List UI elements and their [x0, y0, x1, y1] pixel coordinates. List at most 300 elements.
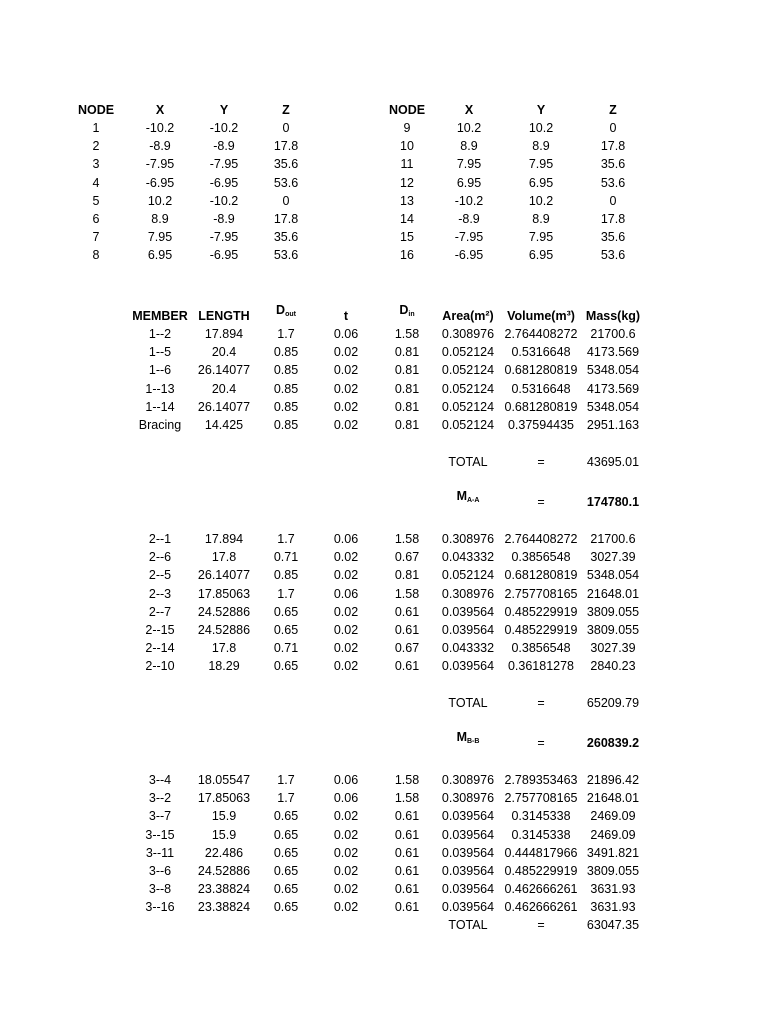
- equals-sign: =: [537, 736, 545, 750]
- member-cell: 3631.93: [590, 882, 636, 897]
- nodes-table-row: [0, 246, 768, 264]
- member-cell: 3--6: [148, 864, 172, 878]
- member-cell: 17.85063: [197, 791, 251, 806]
- member-cell: 0.85: [273, 568, 299, 583]
- member-row: [0, 807, 768, 825]
- member-row: [0, 621, 768, 639]
- member-cell: 18.05547: [197, 773, 251, 787]
- member-cell: 1--6: [148, 363, 172, 378]
- node-cell: 17.8: [273, 139, 299, 154]
- member-cell: 0.02: [333, 418, 359, 432]
- member-row: [0, 548, 768, 566]
- member-cell: 0.039564: [441, 900, 495, 915]
- node-cell: -8.9: [458, 212, 480, 226]
- member-row: [0, 789, 768, 807]
- member-cell: Bracing: [138, 418, 182, 432]
- header-dout-main: D: [276, 303, 286, 317]
- node-cell: 35.6: [600, 230, 626, 245]
- member-cell: 0.85: [273, 345, 299, 360]
- nodes-table-row: [0, 174, 768, 192]
- node-cell: 8.9: [460, 139, 478, 154]
- member-cell: 0.039564: [441, 827, 495, 842]
- node-cell: 53.6: [273, 248, 299, 263]
- member-cell: 0.65: [273, 864, 299, 878]
- member-row: [0, 325, 768, 343]
- member-cell: 1.58: [394, 791, 420, 806]
- total-label: TOTAL: [448, 455, 488, 469]
- nodes-table-row: [0, 155, 768, 173]
- header-t: t: [343, 309, 349, 323]
- node-cell: 8.9: [151, 212, 169, 226]
- member-cell: 3027.39: [590, 550, 636, 565]
- header-y-2: Y: [536, 103, 546, 117]
- member-cell: 0.61: [394, 900, 420, 915]
- member-cell: 0.308976: [441, 791, 495, 806]
- member-cell: 24.52886: [197, 623, 251, 637]
- member-cell: 0.039564: [441, 845, 495, 860]
- node-cell: 53.6: [600, 175, 626, 190]
- nodes-table-row: [0, 210, 768, 228]
- member-cell: 0.85: [273, 399, 299, 414]
- member-cell: 0.67: [394, 550, 420, 565]
- member-row: [0, 862, 768, 880]
- node-cell: -6.95: [145, 175, 175, 190]
- member-cell: 0.02: [333, 845, 359, 860]
- member-cell: 2--1: [148, 532, 172, 546]
- member-cell: 0.02: [333, 809, 359, 824]
- moment-row: [0, 730, 768, 752]
- node-cell: 53.6: [600, 248, 626, 263]
- member-cell: 2951.163: [586, 418, 640, 432]
- member-cell: 26.14077: [197, 568, 251, 583]
- node-cell: -10.2: [454, 193, 484, 208]
- member-cell: 0.052124: [441, 363, 495, 378]
- member-cell: 1.58: [394, 773, 420, 787]
- nodes-table-row: [0, 137, 768, 155]
- member-cell: 3809.055: [586, 623, 640, 637]
- member-cell: 17.85063: [197, 586, 251, 601]
- member-cell: 1.7: [277, 586, 295, 601]
- moment-value: 174780.1: [586, 495, 640, 509]
- member-cell: 2--7: [148, 604, 172, 619]
- moment-subscript: A-A: [466, 497, 480, 504]
- total-value: 63047.35: [586, 918, 640, 932]
- total-value: 43695.01: [586, 455, 640, 469]
- member-cell: 23.38824: [197, 900, 251, 915]
- member-cell: 21700.6: [590, 327, 636, 341]
- header-node-2: NODE: [388, 103, 426, 117]
- member-cell: 0.65: [273, 882, 299, 897]
- node-cell: 2: [92, 139, 100, 154]
- member-row: [0, 657, 768, 675]
- node-cell: -10.2: [209, 193, 239, 208]
- node-cell: 10: [400, 139, 414, 154]
- member-cell: 0.61: [394, 623, 420, 637]
- member-cell: 3--8: [148, 882, 172, 897]
- member-cell: 0.02: [333, 604, 359, 619]
- moment-value: 260839.2: [586, 736, 640, 750]
- member-cell: 15.9: [211, 809, 237, 824]
- node-cell: 4: [92, 175, 100, 190]
- member-cell: 5348.054: [586, 568, 640, 583]
- member-cell: 0.308976: [441, 327, 495, 341]
- member-cell: 0.3856548: [511, 641, 571, 656]
- member-cell: 0.485229919: [504, 604, 578, 619]
- node-cell: 6: [92, 212, 100, 226]
- member-cell: 0.61: [394, 882, 420, 897]
- member-cell: 0.02: [333, 864, 359, 878]
- header-din-main: D: [399, 303, 409, 317]
- member-cell: 18.29: [208, 659, 240, 674]
- member-row: [0, 398, 768, 416]
- member-cell: 21648.01: [586, 586, 640, 601]
- total-row: [0, 453, 768, 471]
- header-x-2: X: [464, 103, 474, 117]
- node-cell: 17.8: [600, 139, 626, 154]
- member-row: [0, 771, 768, 789]
- member-cell: 0.052124: [441, 345, 495, 360]
- node-cell: -8.9: [149, 139, 171, 154]
- node-cell: 6.95: [528, 175, 554, 190]
- member-cell: 17.894: [204, 532, 244, 546]
- member-cell: 26.14077: [197, 363, 251, 378]
- member-cell: 1--2: [148, 327, 172, 341]
- member-cell: 0.308976: [441, 532, 495, 546]
- members-header-row: [0, 303, 768, 325]
- member-row: [0, 603, 768, 621]
- member-cell: 24.52886: [197, 604, 251, 619]
- node-cell: 35.6: [600, 157, 626, 172]
- total-value: 65209.79: [586, 696, 640, 710]
- node-cell: 8.9: [532, 139, 550, 154]
- member-cell: 0.039564: [441, 623, 495, 637]
- member-cell: 1--5: [148, 345, 172, 360]
- node-cell: 10.2: [456, 121, 482, 135]
- equals-sign: =: [537, 918, 545, 932]
- member-row: [0, 361, 768, 379]
- header-area: Area(m²): [442, 309, 494, 323]
- node-cell: 17.8: [600, 212, 626, 226]
- node-cell: -7.95: [209, 157, 239, 172]
- header-din-subscript: in: [408, 311, 415, 318]
- node-cell: -6.95: [209, 175, 239, 190]
- member-cell: 0.37594435: [507, 418, 575, 432]
- node-cell: 7.95: [456, 157, 482, 172]
- member-cell: 1.7: [277, 791, 295, 806]
- moment-label: [428, 728, 508, 746]
- member-cell: 17.8: [211, 550, 237, 565]
- member-row: [0, 380, 768, 398]
- node-cell: 7.95: [528, 157, 554, 172]
- moment-subscript: B-B: [466, 738, 480, 745]
- node-cell: 53.6: [273, 175, 299, 190]
- member-cell: 0.485229919: [504, 623, 578, 637]
- total-label: TOTAL: [448, 696, 488, 710]
- member-cell: 21896.42: [586, 773, 640, 787]
- equals-sign: =: [537, 455, 545, 469]
- header-x: X: [155, 103, 165, 117]
- member-cell: 0.043332: [441, 641, 495, 656]
- member-cell: 2--15: [145, 623, 175, 637]
- member-cell: 1.58: [394, 327, 420, 341]
- member-cell: 3809.055: [586, 864, 640, 878]
- node-cell: 6.95: [456, 175, 482, 190]
- member-cell: 3--15: [145, 827, 175, 842]
- member-cell: 0.61: [394, 809, 420, 824]
- header-member: MEMBER: [132, 309, 188, 323]
- node-cell: 6.95: [528, 248, 554, 263]
- member-cell: 0.61: [394, 827, 420, 842]
- node-cell: 6.95: [147, 248, 173, 263]
- header-dout-subscript: out: [285, 311, 296, 318]
- member-cell: 2--6: [148, 550, 172, 565]
- member-cell: 0.681280819: [504, 568, 578, 583]
- moment-symbol: M: [456, 489, 467, 503]
- equals-sign: =: [537, 696, 545, 710]
- node-cell: 8.9: [532, 212, 550, 226]
- member-row: [0, 898, 768, 916]
- member-cell: 0.65: [273, 623, 299, 637]
- member-cell: 0.02: [333, 550, 359, 565]
- member-cell: 17.8: [211, 641, 237, 656]
- member-cell: 24.52886: [197, 864, 251, 878]
- node-cell: 9: [403, 121, 411, 135]
- member-cell: 1.58: [394, 586, 420, 601]
- member-cell: 21648.01: [586, 791, 640, 806]
- node-cell: 1: [92, 121, 100, 135]
- node-cell: 35.6: [273, 157, 299, 172]
- equals-sign: =: [537, 495, 545, 509]
- node-cell: -7.95: [145, 157, 175, 172]
- member-cell: 21700.6: [590, 532, 636, 546]
- node-cell: 15: [400, 230, 414, 245]
- member-cell: 1.7: [277, 327, 295, 341]
- member-cell: 2.757708165: [504, 586, 578, 601]
- member-cell: 1--13: [145, 381, 175, 396]
- member-cell: 0.81: [394, 568, 420, 583]
- member-cell: 14.425: [204, 418, 244, 432]
- member-cell: 0.02: [333, 623, 359, 637]
- member-row: [0, 639, 768, 657]
- member-cell: 3--7: [148, 809, 172, 824]
- member-cell: 2.757708165: [504, 791, 578, 806]
- member-cell: 0.65: [273, 604, 299, 619]
- member-cell: 5348.054: [586, 363, 640, 378]
- member-cell: 0.02: [333, 882, 359, 897]
- member-cell: 23.38824: [197, 882, 251, 897]
- member-cell: 4173.569: [586, 345, 640, 360]
- node-cell: 35.6: [273, 230, 299, 245]
- member-cell: 0.052124: [441, 418, 495, 432]
- member-cell: 0.65: [273, 809, 299, 824]
- member-row: [0, 530, 768, 548]
- member-cell: 0.61: [394, 659, 420, 674]
- node-cell: 7.95: [528, 230, 554, 245]
- node-cell: 5: [92, 193, 100, 208]
- member-cell: 0.052124: [441, 399, 495, 414]
- header-mass: Mass(kg): [585, 309, 641, 323]
- member-cell: 0.61: [394, 864, 420, 878]
- node-cell: 11: [400, 157, 414, 172]
- member-cell: 0.5316648: [511, 345, 571, 360]
- member-cell: 2469.09: [590, 809, 636, 824]
- member-row: [0, 844, 768, 862]
- node-cell: 12: [400, 175, 414, 190]
- member-cell: 20.4: [211, 381, 237, 396]
- header-y: Y: [219, 103, 229, 117]
- member-cell: 0.61: [394, 845, 420, 860]
- member-cell: 0.462666261: [504, 900, 578, 915]
- member-cell: 0.71: [273, 550, 299, 565]
- member-cell: 2.789353463: [504, 773, 578, 787]
- total-label: TOTAL: [448, 918, 488, 932]
- member-cell: 0.06: [333, 586, 359, 601]
- member-row: [0, 416, 768, 434]
- member-cell: 0.85: [273, 418, 299, 432]
- member-cell: 0.02: [333, 363, 359, 378]
- node-cell: 0: [282, 121, 290, 135]
- member-cell: 3027.39: [590, 641, 636, 656]
- node-cell: 0: [609, 193, 617, 208]
- header-z-2: Z: [609, 103, 617, 117]
- member-cell: 0.36181278: [507, 659, 575, 674]
- member-cell: 15.9: [211, 827, 237, 842]
- member-cell: 5348.054: [586, 399, 640, 414]
- member-cell: 3--2: [148, 791, 172, 806]
- member-cell: 3809.055: [586, 604, 640, 619]
- member-cell: 3631.93: [590, 900, 636, 915]
- node-cell: -10.2: [145, 121, 175, 135]
- member-cell: 0.485229919: [504, 864, 578, 878]
- member-cell: 0.81: [394, 345, 420, 360]
- member-cell: 0.02: [333, 641, 359, 656]
- member-cell: 0.02: [333, 659, 359, 674]
- node-cell: -10.2: [209, 121, 239, 135]
- member-cell: 0.681280819: [504, 363, 578, 378]
- member-cell: 3--11: [145, 845, 175, 860]
- node-cell: -6.95: [209, 248, 239, 263]
- member-cell: 2840.23: [590, 659, 636, 674]
- member-cell: 0.85: [273, 381, 299, 396]
- member-cell: 0.06: [333, 327, 359, 341]
- header-volume: Volume(m³): [507, 309, 575, 323]
- member-cell: 1.7: [277, 773, 295, 787]
- member-cell: 20.4: [211, 345, 237, 360]
- member-cell: 0.043332: [441, 550, 495, 565]
- member-cell: 17.894: [204, 327, 244, 341]
- member-cell: 0.65: [273, 900, 299, 915]
- member-cell: 22.486: [204, 845, 244, 860]
- member-cell: 0.308976: [441, 773, 495, 787]
- member-cell: 0.81: [394, 363, 420, 378]
- member-row: [0, 343, 768, 361]
- node-cell: 7.95: [147, 230, 173, 245]
- member-cell: 0.3145338: [511, 827, 571, 842]
- node-cell: 17.8: [273, 212, 299, 226]
- member-cell: 0.02: [333, 827, 359, 842]
- member-cell: 0.039564: [441, 882, 495, 897]
- member-cell: 0.81: [394, 399, 420, 414]
- nodes-table-row: [0, 119, 768, 137]
- member-cell: 0.81: [394, 381, 420, 396]
- nodes-table-row: [0, 192, 768, 210]
- member-cell: 0.65: [273, 659, 299, 674]
- header-length: LENGTH: [198, 309, 250, 323]
- member-cell: 0.039564: [441, 659, 495, 674]
- node-cell: -7.95: [209, 230, 239, 245]
- node-cell: 0: [282, 193, 290, 208]
- member-cell: 3--4: [148, 773, 172, 787]
- member-cell: 26.14077: [197, 399, 251, 414]
- node-cell: -7.95: [454, 230, 484, 245]
- member-cell: 0.039564: [441, 864, 495, 878]
- moment-symbol: M: [456, 730, 467, 744]
- member-cell: 0.039564: [441, 809, 495, 824]
- node-cell: 13: [400, 193, 414, 208]
- node-cell: 3: [92, 157, 100, 172]
- member-cell: 2--10: [145, 659, 175, 674]
- member-cell: 2469.09: [590, 827, 636, 842]
- member-row: [0, 585, 768, 603]
- node-cell: 10.2: [528, 193, 554, 208]
- member-cell: 0.81: [394, 418, 420, 432]
- member-cell: 0.02: [333, 399, 359, 414]
- node-cell: -6.95: [454, 248, 484, 263]
- node-cell: 10.2: [528, 121, 554, 135]
- member-cell: 1.58: [394, 532, 420, 546]
- member-cell: 0.052124: [441, 381, 495, 396]
- node-cell: -8.9: [213, 212, 235, 226]
- member-cell: 2--3: [148, 586, 172, 601]
- member-cell: 0.5316648: [511, 381, 571, 396]
- node-cell: 16: [400, 248, 414, 263]
- node-cell: 8: [92, 248, 100, 263]
- member-cell: 0.052124: [441, 568, 495, 583]
- member-cell: 1.7: [277, 532, 295, 546]
- node-cell: 10.2: [147, 193, 173, 208]
- member-cell: 0.681280819: [504, 399, 578, 414]
- member-cell: 1--14: [145, 399, 175, 414]
- node-cell: 7: [92, 230, 100, 245]
- member-cell: 4173.569: [586, 381, 640, 396]
- moment-label: [428, 487, 508, 505]
- member-cell: 0.06: [333, 791, 359, 806]
- member-cell: 0.65: [273, 845, 299, 860]
- nodes-table-row: [0, 228, 768, 246]
- member-cell: 2.764408272: [504, 532, 578, 546]
- member-cell: 0.65: [273, 827, 299, 842]
- member-cell: 2--5: [148, 568, 172, 583]
- member-cell: 3--16: [145, 900, 175, 915]
- member-cell: 2.764408272: [504, 327, 578, 341]
- header-node: NODE: [77, 103, 115, 117]
- member-cell: 0.308976: [441, 586, 495, 601]
- member-cell: 0.06: [333, 532, 359, 546]
- member-cell: 0.67: [394, 641, 420, 656]
- header-z: Z: [282, 103, 290, 117]
- member-cell: 3491.821: [586, 845, 640, 860]
- member-row: [0, 880, 768, 898]
- member-cell: 0.02: [333, 900, 359, 915]
- member-cell: 0.02: [333, 345, 359, 360]
- member-cell: 0.85: [273, 363, 299, 378]
- member-cell: 0.02: [333, 568, 359, 583]
- member-cell: 0.3145338: [511, 809, 571, 824]
- nodes-header-row: [0, 101, 768, 119]
- member-cell: 0.3856548: [511, 550, 571, 565]
- member-cell: 0.039564: [441, 604, 495, 619]
- member-cell: 0.06: [333, 773, 359, 787]
